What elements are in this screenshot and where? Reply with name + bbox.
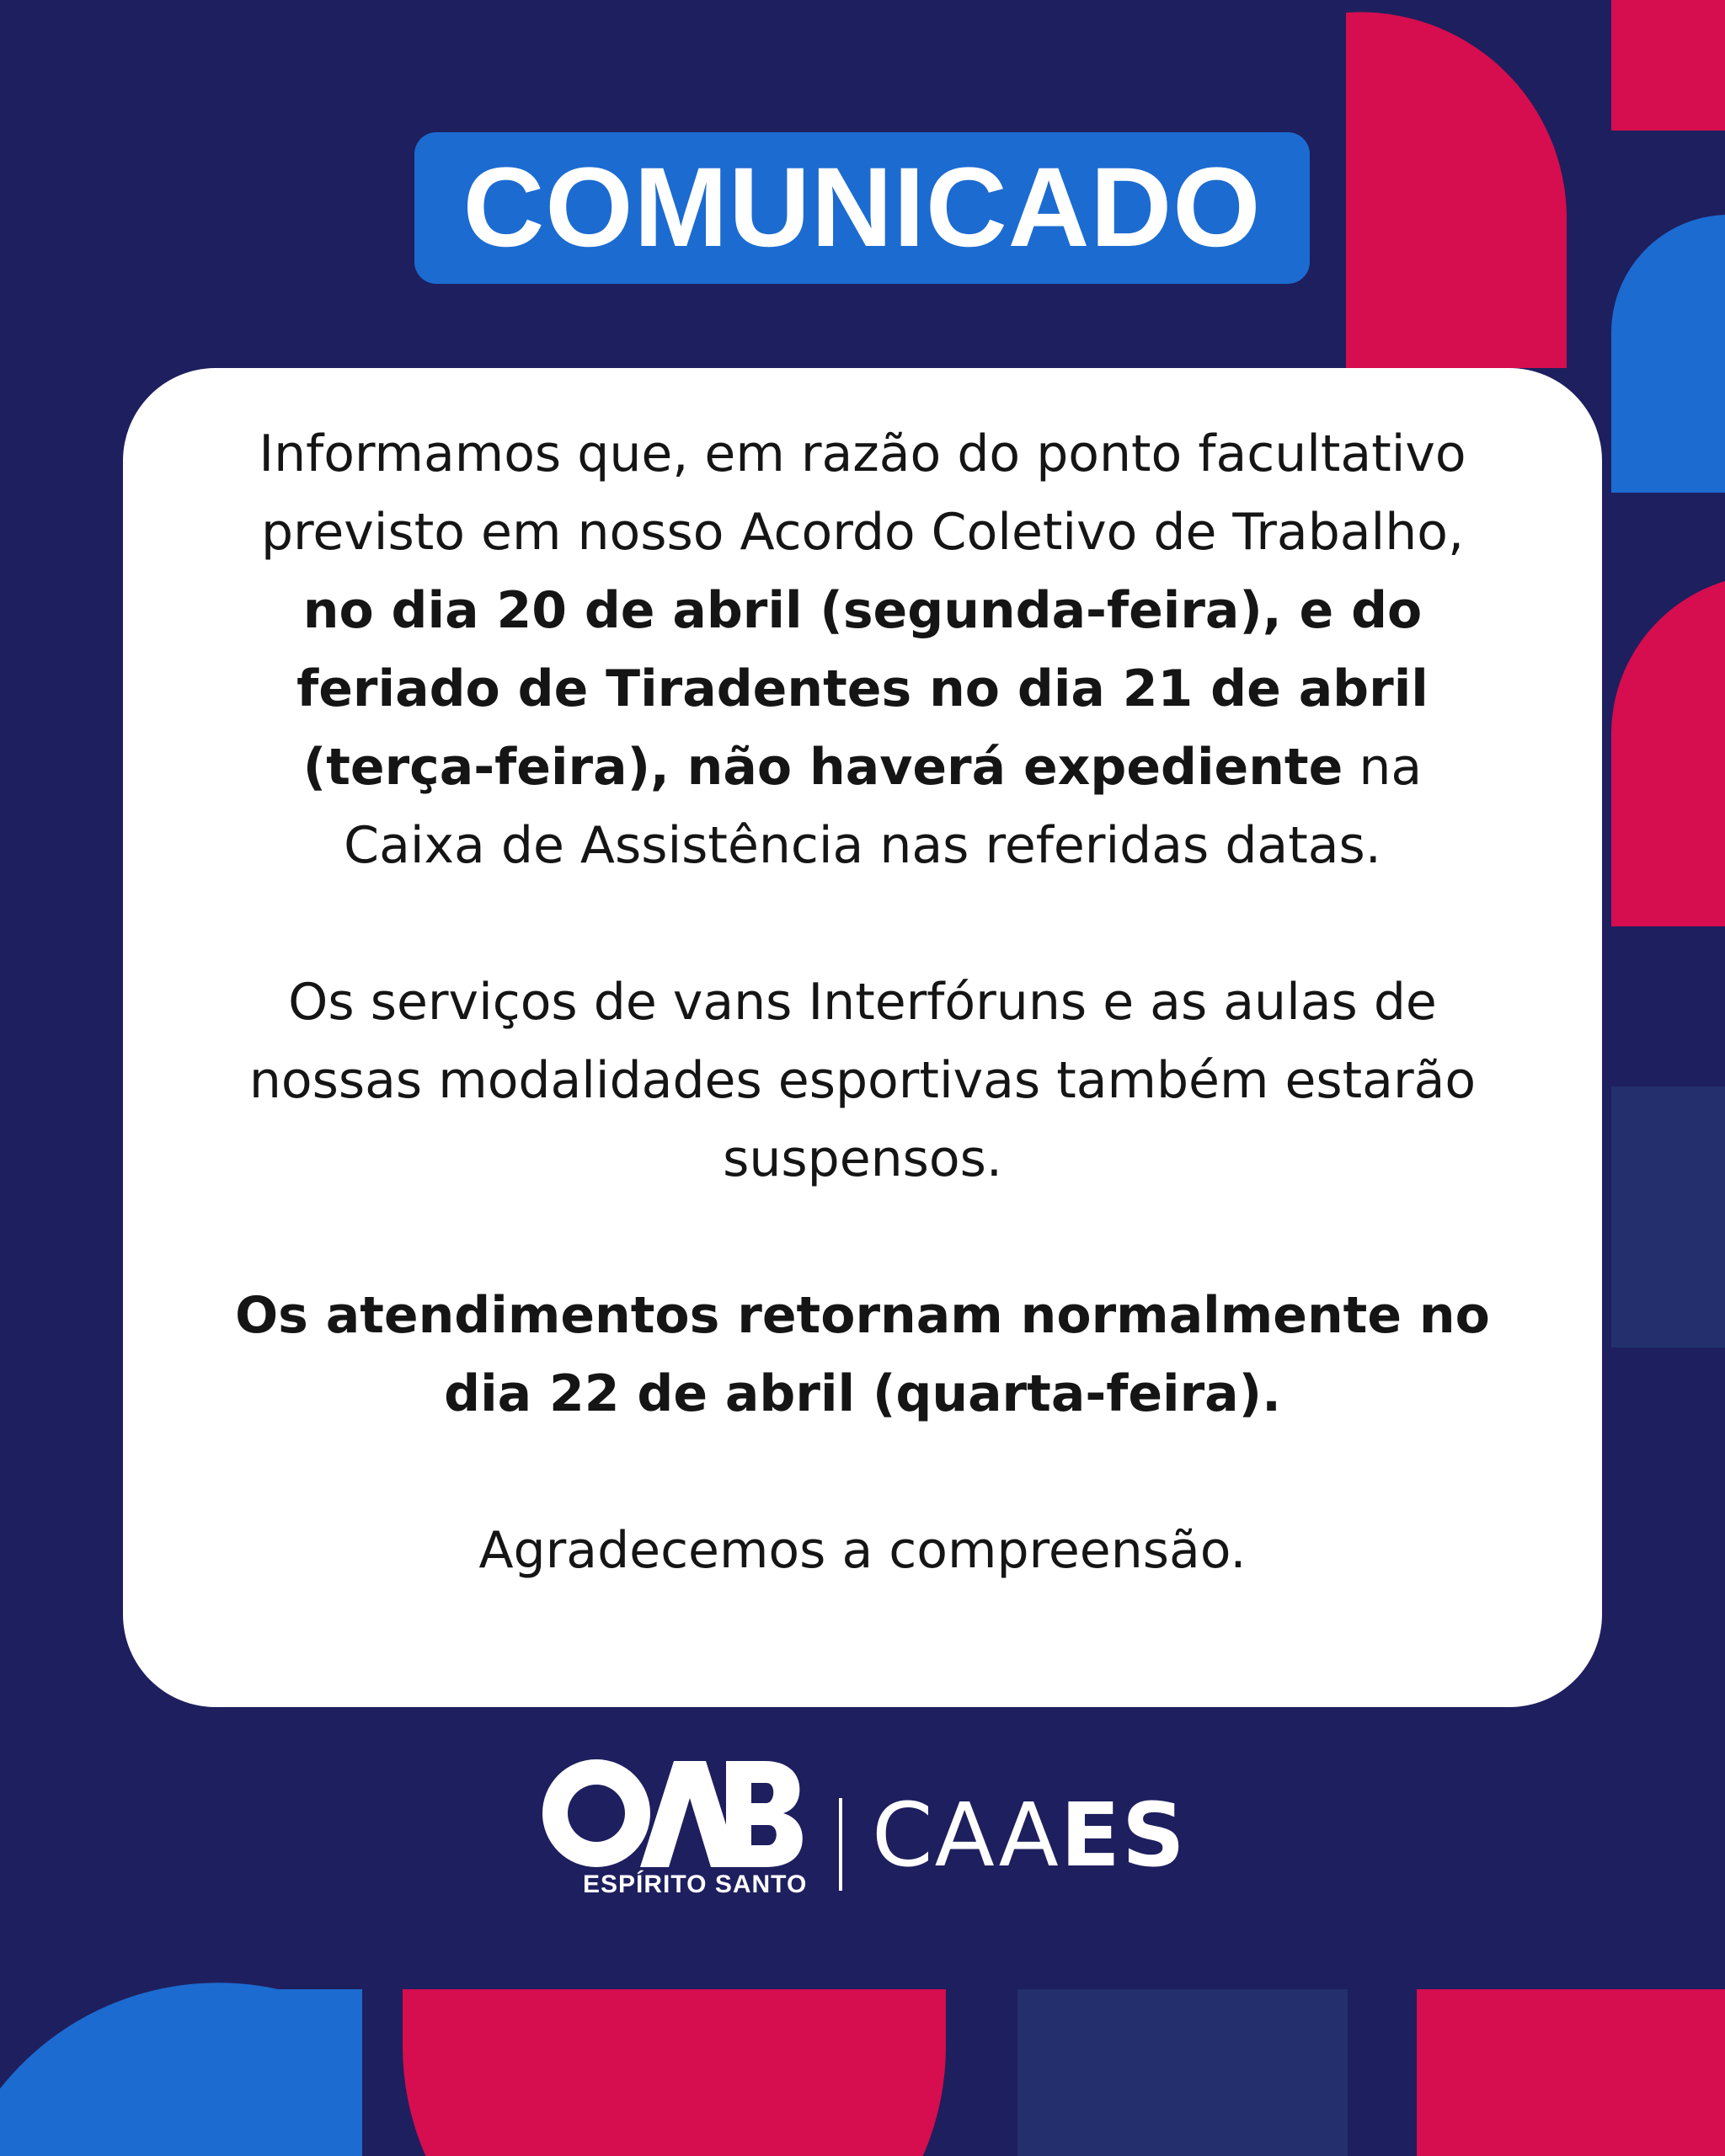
deco-red-halfcircle-right xyxy=(1611,581,1725,926)
oab-subtitle: ESPÍRITO SANTO xyxy=(583,1870,808,1898)
notice-paragraph-4: Agradecemos a compreensão. xyxy=(478,1521,1247,1580)
deco-red-halfcircle-bottom xyxy=(403,1989,946,2156)
deco-blue-quarter-bottom-left xyxy=(0,1983,362,2156)
oab-logo-icon xyxy=(539,1756,809,1874)
notice-text: Informamos que, em razão do ponto facultativo previsto em nosso Acordo Coletivo de Trabalho, xyxy=(259,424,1466,562)
deco-navy-block-right xyxy=(1611,1086,1725,1348)
deco-red-block-top-right xyxy=(1611,0,1725,131)
deco-red-block-bottom-right xyxy=(1417,1989,1725,2156)
caaes-wordmark-bold: ES xyxy=(1060,1784,1187,1886)
caaes-wordmark xyxy=(872,1784,1187,1886)
header-badge xyxy=(414,132,1310,284)
deco-red-arch-top xyxy=(1346,12,1567,368)
footer-logo xyxy=(539,1756,1196,1908)
notice-paragraph-2: Os serviços de vans Interfóruns e as aulas de nossas modalidades esportivas também estarão suspensos. xyxy=(248,973,1477,1188)
notice-paragraph-1 xyxy=(232,415,1493,885)
caaes-wordmark-light: CAA xyxy=(872,1784,1060,1886)
notice-paragraph-3 xyxy=(232,1277,1493,1433)
notice-text: na Caixa de Assistência nas referidas datas. xyxy=(344,738,1423,875)
deco-blue-halfcircle-right xyxy=(1611,215,1725,493)
notice-card xyxy=(123,368,1602,1707)
notice-text-bold: no dia 20 de abril (segunda-feira), e do feriado de Tiradentes no dia 21 de abril (terça-feira), não haverá expediente xyxy=(296,581,1429,797)
notice-text-bold: Os atendimentos retornam normalmente no dia 22 de abril (quarta-feira). xyxy=(235,1286,1490,1423)
page-title: COMUNICADO xyxy=(462,145,1262,270)
deco-navy-block-bottom xyxy=(1017,1989,1348,2156)
logo-divider xyxy=(839,1798,842,1891)
